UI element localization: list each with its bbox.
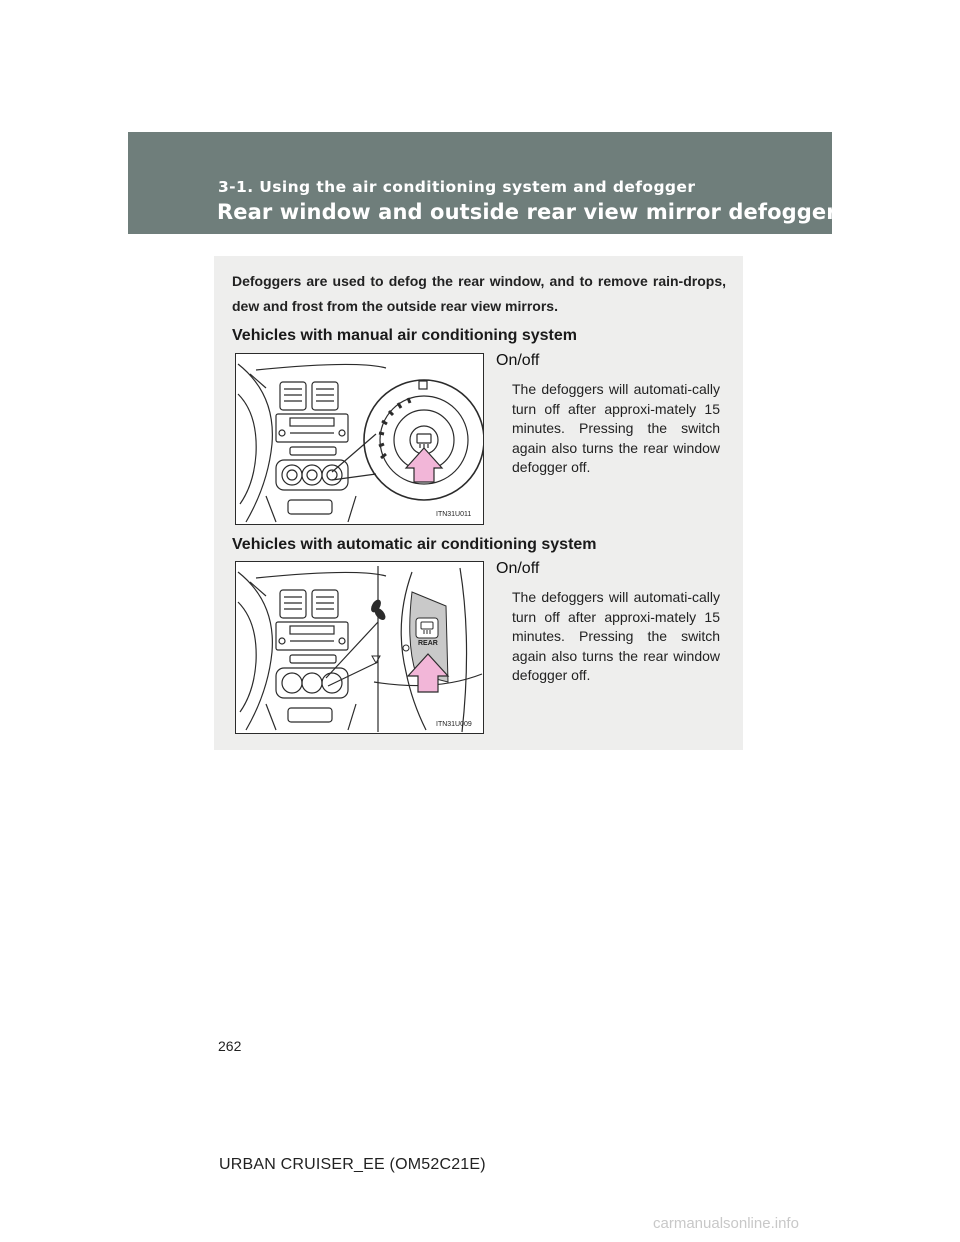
page-title: Rear window and outside rear view mirror defoggers [217, 200, 850, 224]
intro-text: Defoggers are used to defog the rear window, and to remove rain-drops, dew and frost from the outside rear view mirrors. [232, 273, 726, 314]
dashboard-automatic-drawing [236, 562, 483, 733]
automatic-heading: Vehicles with automatic air conditioning system [232, 536, 597, 553]
page-number: 262 [218, 1038, 242, 1054]
watermark: carmanualsonline.info [653, 1215, 799, 1232]
automatic-description: The defoggers will automati-cally turn off after approxi-mately 15 minutes. Pressing the switch again also turns the rear window defogger off. [512, 589, 720, 683]
automatic-illustration [235, 561, 484, 734]
press-arrow [406, 448, 442, 482]
figure-id: ITN31U011 [436, 511, 472, 518]
rear-button-label: REAR [418, 640, 438, 647]
section-label: 3-1. Using the air conditioning system and defogger [218, 178, 696, 196]
manual-heading: Vehicles with manual air conditioning system [232, 327, 577, 344]
figure-id: ITN31U009 [436, 721, 472, 728]
footer-manual-code: URBAN CRUISER_EE (OM52C21E) [219, 1156, 486, 1173]
dashboard-manual-drawing [236, 354, 483, 524]
automatic-caption: On/off [496, 560, 540, 577]
manual-caption: On/off [496, 352, 540, 369]
manual-illustration [235, 353, 484, 525]
manual-description: The defoggers will automati-cally turn off after approxi-mately 15 minutes. Pressing the switch again also turns the rear window defogger off. [512, 381, 720, 475]
